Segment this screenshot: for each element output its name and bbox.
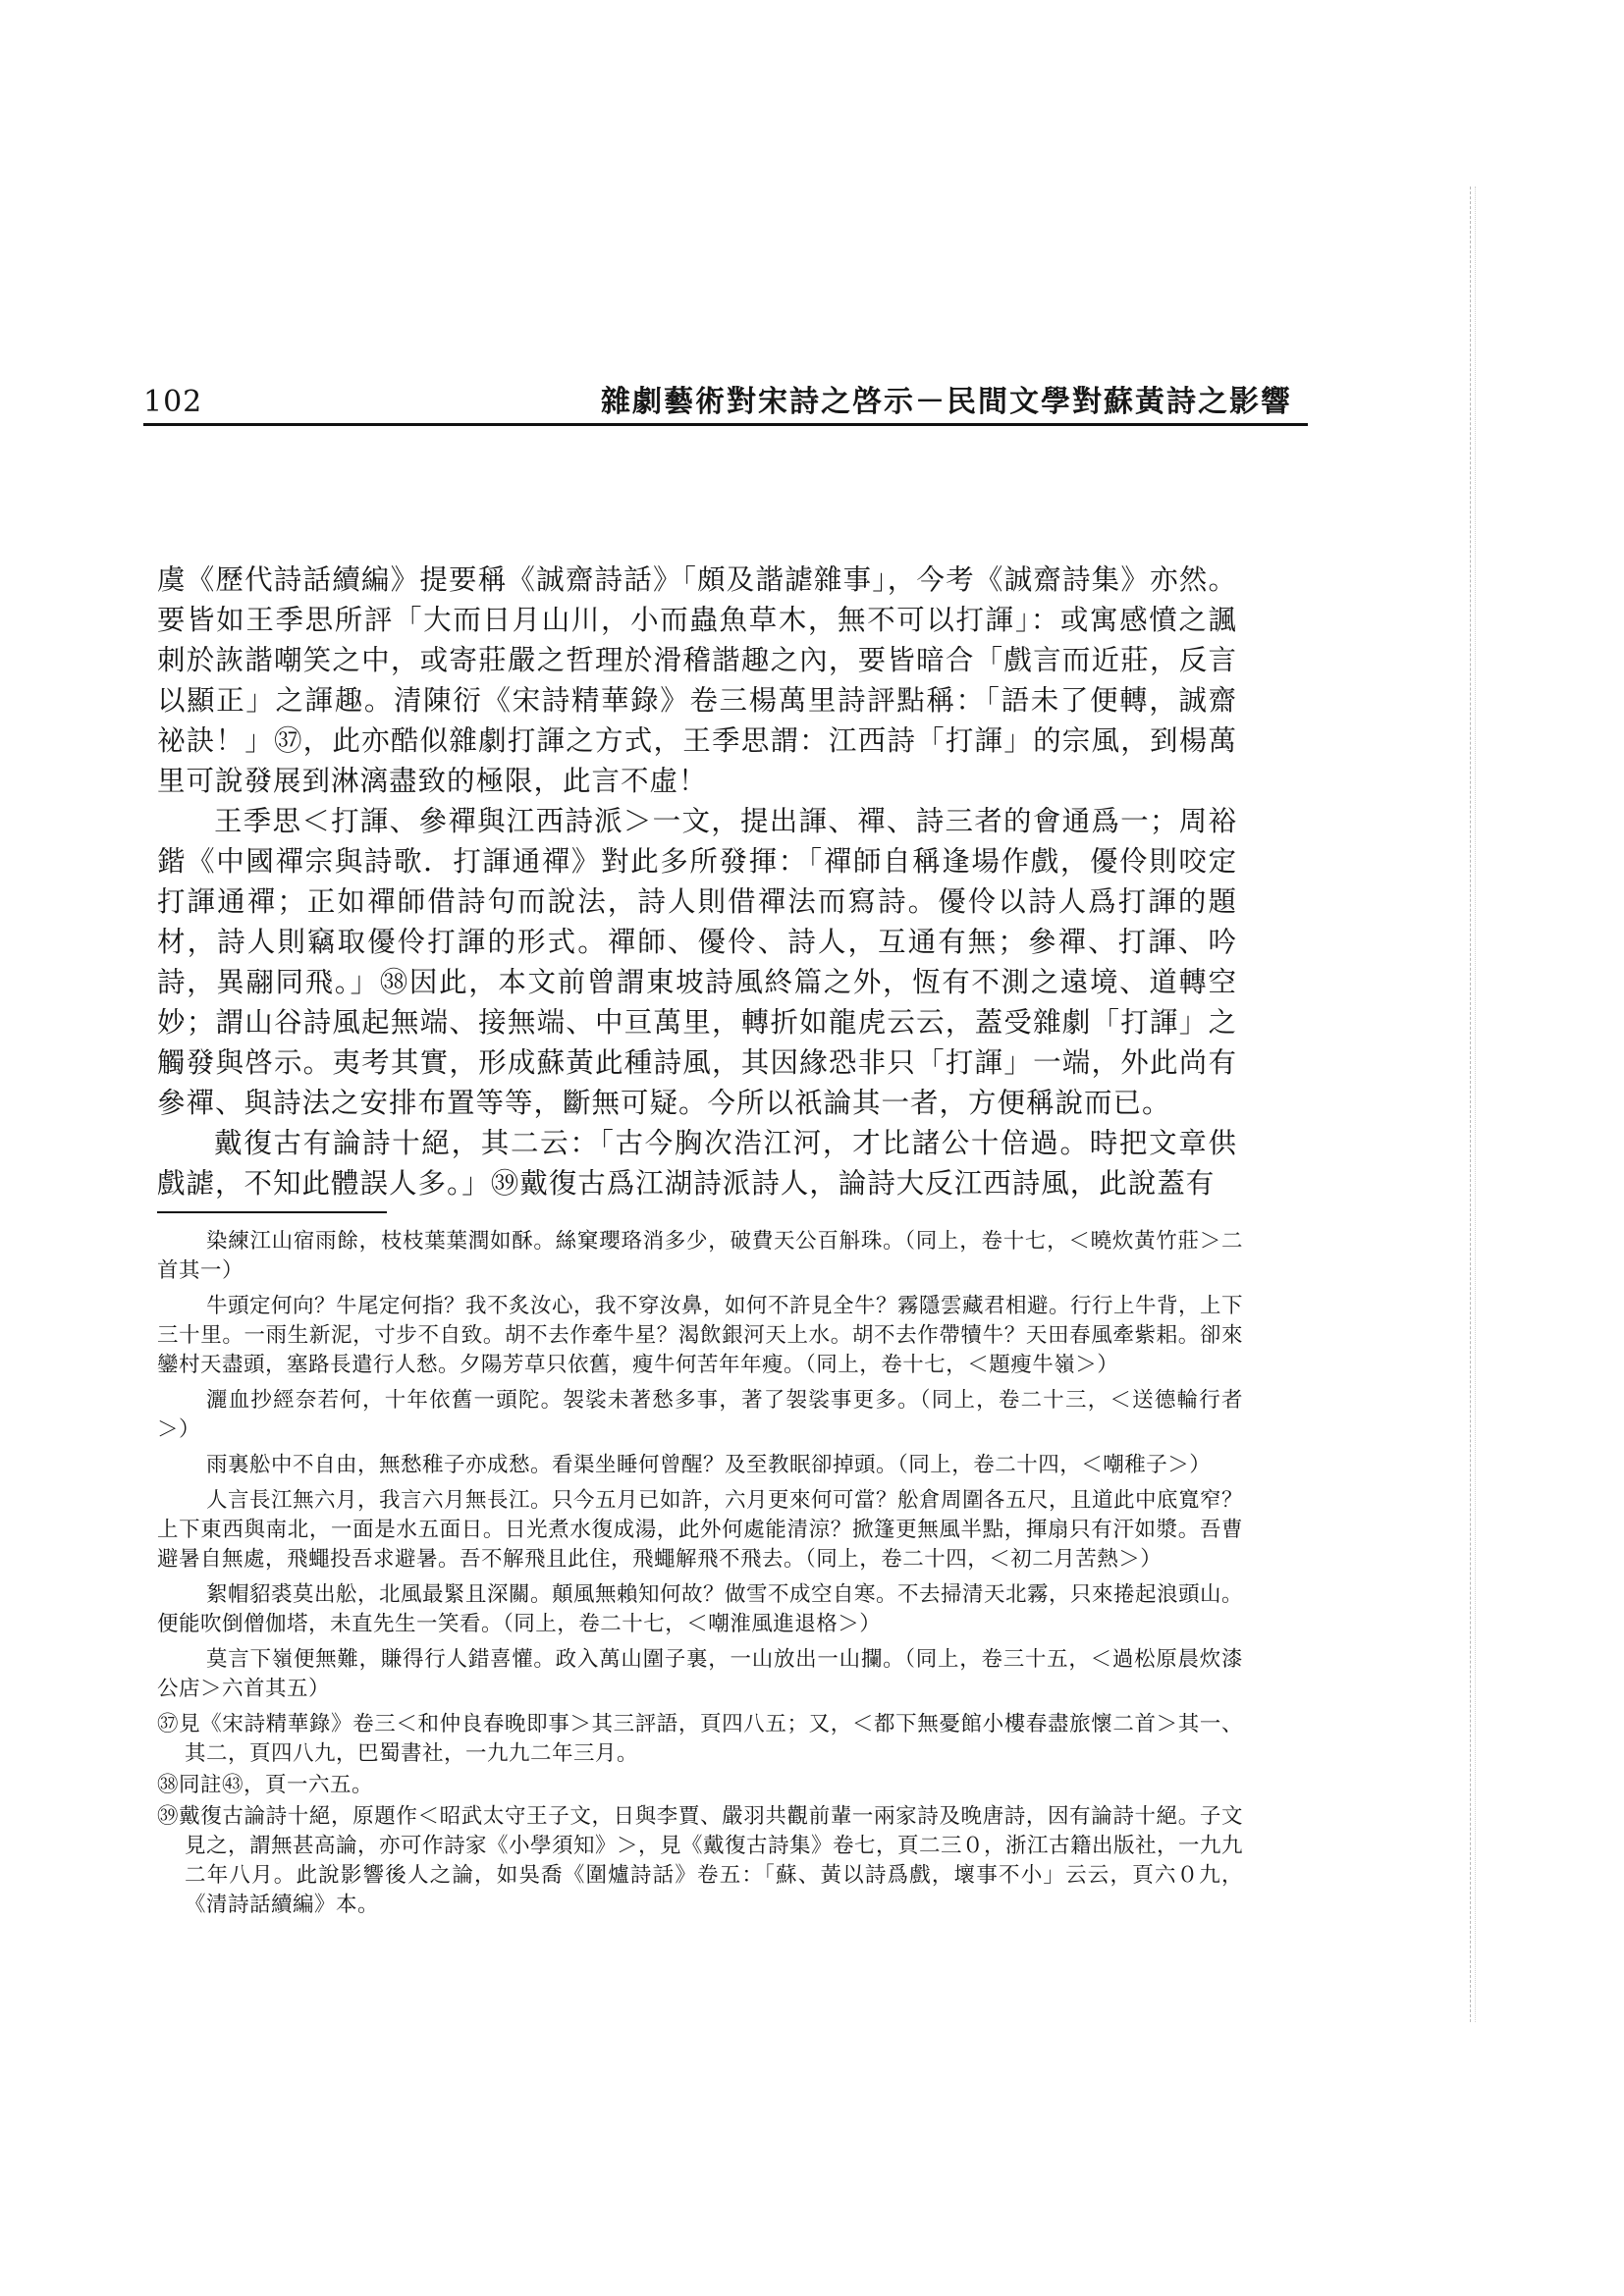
running-title: 雜劇藝術對宋詩之啓示－民間文學對蘇黃詩之影響 [601, 385, 1292, 419]
body-paragraph: 虞《歷代詩話續編》提要稱《誠齋詩話》「頗及諧謔雜事」，今考《誠齋詩集》亦然。要皆如王季思所評「大而日月山川，小而蟲魚草木，無不可以打諢」：或寓感憤之諷刺於詼諧嘲笑之中，或寄莊嚴之哲理於滑稽諧趣之內，要皆暗合「戲言而近莊，反言以顯正」之諢趣。清陳衍《宋詩精華錄》卷三楊萬里詩評點稱：「語未了便轉，誠齋祕訣！」㊲，此亦酷似雜劇打諢之方式，王季思謂：江西詩「打諢」的宗風，到楊萬里可說發展到淋漓盡致的極限，此言不虛！ [157, 563, 1237, 797]
page-header [143, 381, 1304, 424]
body-paragraph: 王季思＜打諢、參禪與江西詩派＞一文，提出諢、禪、詩三者的會通爲一；周裕鍇《中國禪宗與詩歌．打諢通禪》對此多所發揮：「禪師自稱逢場作戲，優伶則咬定打諢通禪；正如禪師借詩句而說法，詩人則借禪法而寫詩。優伶以詩人爲打諢的題材，詩人則竊取優伶打諢的形式。禪師、優伶、詩人，互通有無；參禪、打諢、吟詩，異翮同飛。」㊳因此，本文前曾謂東坡詩風終篇之外，恆有不測之遠境、道轉空妙；謂山谷詩風起無端、接無端、中亘萬里，轉折如龍虎云云，蓋受雜劇「打諢」之觸發與啓示。夷考其實，形成蘇黃此種詩風，其因緣恐非只「打諢」一端，外此尚有參禪、與詩法之安排布置等等，斷無可疑。今所以祇論其一者，方便稱說而已。 [157, 805, 1237, 1119]
quoted-poem: 莫言下嶺便無難，賺得行人錯喜懽。政入萬山圍子裏，一山放出一山攔。（同上，卷三十五，＜過松原晨炊漆公店＞六首其五） [157, 1647, 1243, 1701]
body-paragraph: 戴復古有論詩十絕，其二云：「古今胸次浩江河，才比諸公十倍過。時把文章供戲謔，不知此體誤人多。」㊴戴復古爲江湖詩派詩人，論詩大反江西詩風，此說蓋有 [157, 1127, 1237, 1200]
footnote-57: ㊲見《宋詩精華錄》卷三＜和仲良春晚即事＞其三評語，頁四八五；又，＜都下無憂館小樓春盡旅懷二首＞其一、其二，頁四八九，巴蜀書社，一九九二年三月。 [157, 1712, 1243, 1766]
header-rule [143, 423, 1308, 426]
footnote-59: ㊴戴復古論詩十絕，原題作＜昭武太守王子文，日與李賈、嚴羽共觀前輩一兩家詩及晚唐詩，因有論詩十絕。子文見之，謂無甚高論，亦可作詩家《小學須知》＞，見《戴復古詩集》卷七，頁二三０，浙江古籍出版社，一九九二年八月。此說影響後人之論，如吳喬《圍爐詩話》卷五：「蘇、黃以詩爲戲，壞事不小」云云，頁六０九，《清詩話續編》本。 [157, 1804, 1244, 1917]
footnotes [157, 1227, 1243, 1922]
quoted-poem: 染練江山宿雨餘，枝枝葉葉潤如酥。絲窠瓔珞消多少，破費天公百斛珠。（同上，卷十七，＜曉炊黃竹莊＞二首其一） [157, 1229, 1243, 1283]
quoted-poem: 人言長江無六月，我言六月無長江。只今五月已如許，六月更來何可當？舩倉周圍各五尺，且道此中底寬窄？上下東西與南北，一面是水五面日。日光煮水復成湯，此外何處能清涼？掀篷更無風半點，揮扇只有汗如漿。吾曹避暑自無處，飛蠅投吾求避暑。吾不解飛且此住，飛蠅解飛不飛去。（同上，卷二十四，＜初二月苦熱＞） [157, 1488, 1244, 1572]
page-number: 102 [143, 385, 203, 419]
quoted-poem: 雨裏舩中不自由，無愁稚子亦成愁。看渠坐睡何曾醒？及至教眠卻掉頭。（同上，卷二十四，＜嘲稚子＞） [206, 1453, 1212, 1477]
quoted-poem: 牛頭定何向？牛尾定何指？我不炙汝心，我不穿汝鼻，如何不許見全牛？霧隱雲藏君相避。行行上牛背，上下三十里。一雨生新泥，寸步不自致。胡不去作牽牛星？渴飲銀河天上水。胡不去作帶犢牛？天田春風牽紫耜。卻來鑾村天盡頭，塞路長遣行人愁。夕陽芳草只依舊，瘦牛何苦年年瘦。（同上，卷十七，＜題瘦牛嶺＞） [157, 1294, 1244, 1377]
quoted-poem: 絮帽貂裘莫出舩，北風最緊且深關。顛風無賴知何故？做雪不成空自寒。不去掃清天北霧，只來捲起浪頭山。便能吹倒僧伽塔，未直先生一笑看。（同上，卷二十七，＜嘲淮風進退格＞） [157, 1582, 1244, 1636]
scan-binding-edge [1470, 187, 1476, 2022]
footnote-58: ㊳同註㊸，頁一六五。 [157, 1773, 374, 1797]
body-text [157, 560, 1237, 1203]
quoted-poem: 灑血抄經奈若何，十年依舊一頭陀。袈裟未著愁多事，著了袈裟事更多。（同上，卷二十三，＜送德輪行者＞） [157, 1388, 1243, 1442]
footnote-separator [157, 1211, 387, 1213]
